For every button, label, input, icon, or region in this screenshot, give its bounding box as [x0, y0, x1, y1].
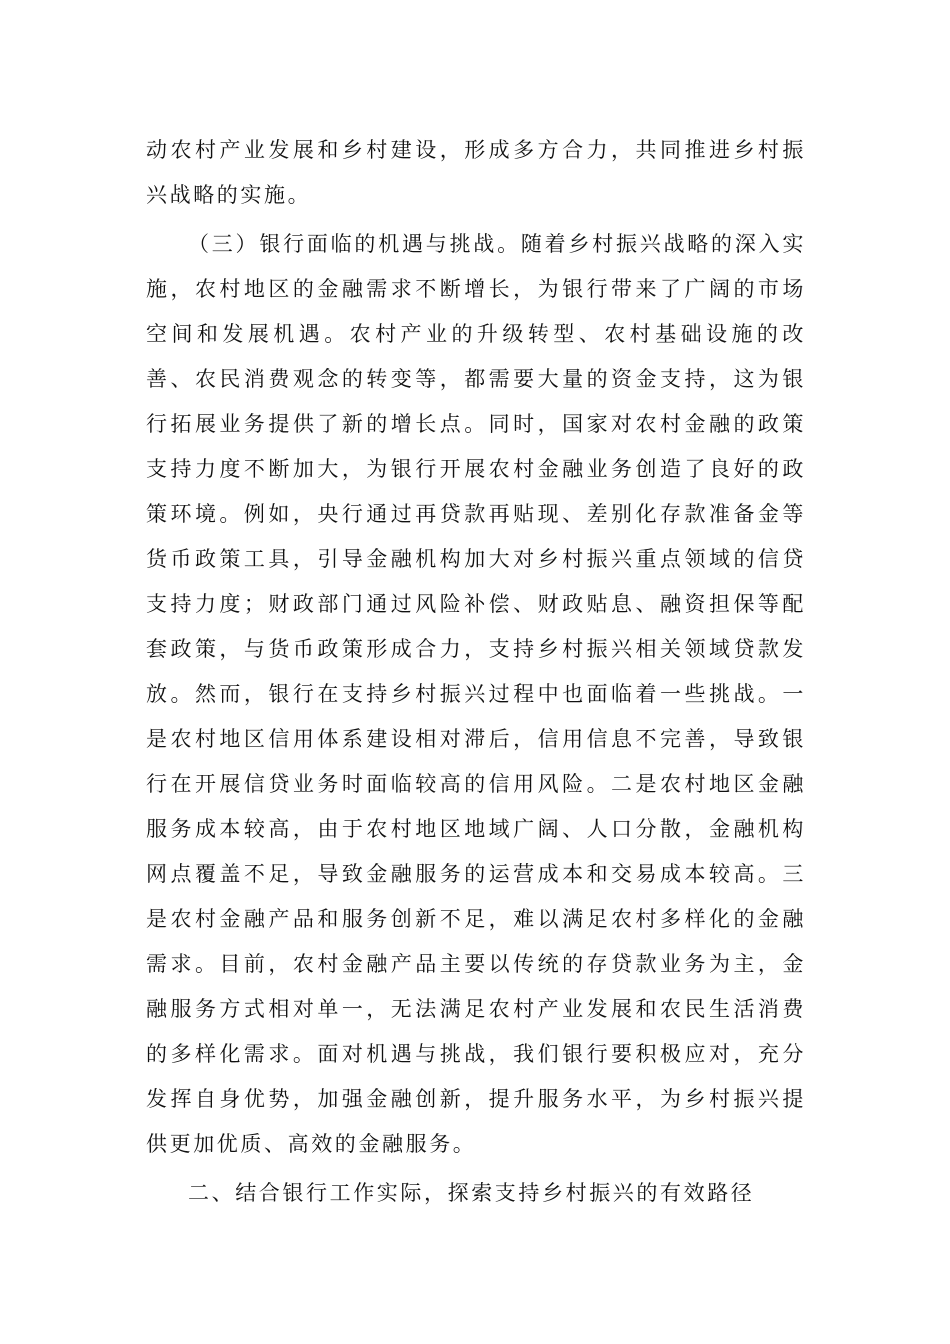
section-heading: 二、结合银行工作实际，探索支持乡村振兴的有效路径 — [188, 1181, 755, 1205]
document-page — [146, 128, 806, 1216]
paragraph-continuation: 动农村产业发展和乡村建设，形成多方合力，共同推进乡村振兴战略的实施。 — [146, 138, 806, 207]
paragraph-opportunities-challenges: （三）银行面临的机遇与挑战。随着乡村振兴战略的深入实施，农村地区的金融需求不断增长，为银行带来了广阔的市场空间和发展机遇。农村产业的升级转型、农村基础设施的改善、农民消费观念的转变等，都需要大量的资金支持，这为银行拓展业务提供了新的增长点。同时，国家对农村金融的政策支持力度不断加大，为银行开展农村金融业务创造了良好的政策环境。例如，央行通过再贷款再贴现、差别化存款准备金等货币政策工具，引导金融机构加大对乡村振兴重点领域的信贷支持力度；财政部门通过风险补偿、财政贴息、融资担保等配套政策，与货币政策形成合力，支持乡村振兴相关领域贷款发放。然而，银行在支持乡村振兴过程中也面临着一些挑战。一是农村地区信用体系建设相对滞后，信用信息不完善，导致银行在开展信贷业务时面临较高的信用风险。二是农村地区金融服务成本较高，由于农村地区地域广阔、人口分散，金融机构网点覆盖不足，导致金融服务的运营成本和交易成本较高。三是农村金融产品和服务创新不足，难以满足农村多样化的金融需求。目前，农村金融产品主要以传统的存贷款业务为主，金融服务方式相对单一，无法满足农村产业发展和农民生活消费的多样化需求。面对机遇与挑战，我们银行要积极应对，充分发挥自身优势，加强金融创新，提升服务水平，为乡村振兴提供更加优质、高效的金融服务。 — [146, 232, 806, 1156]
